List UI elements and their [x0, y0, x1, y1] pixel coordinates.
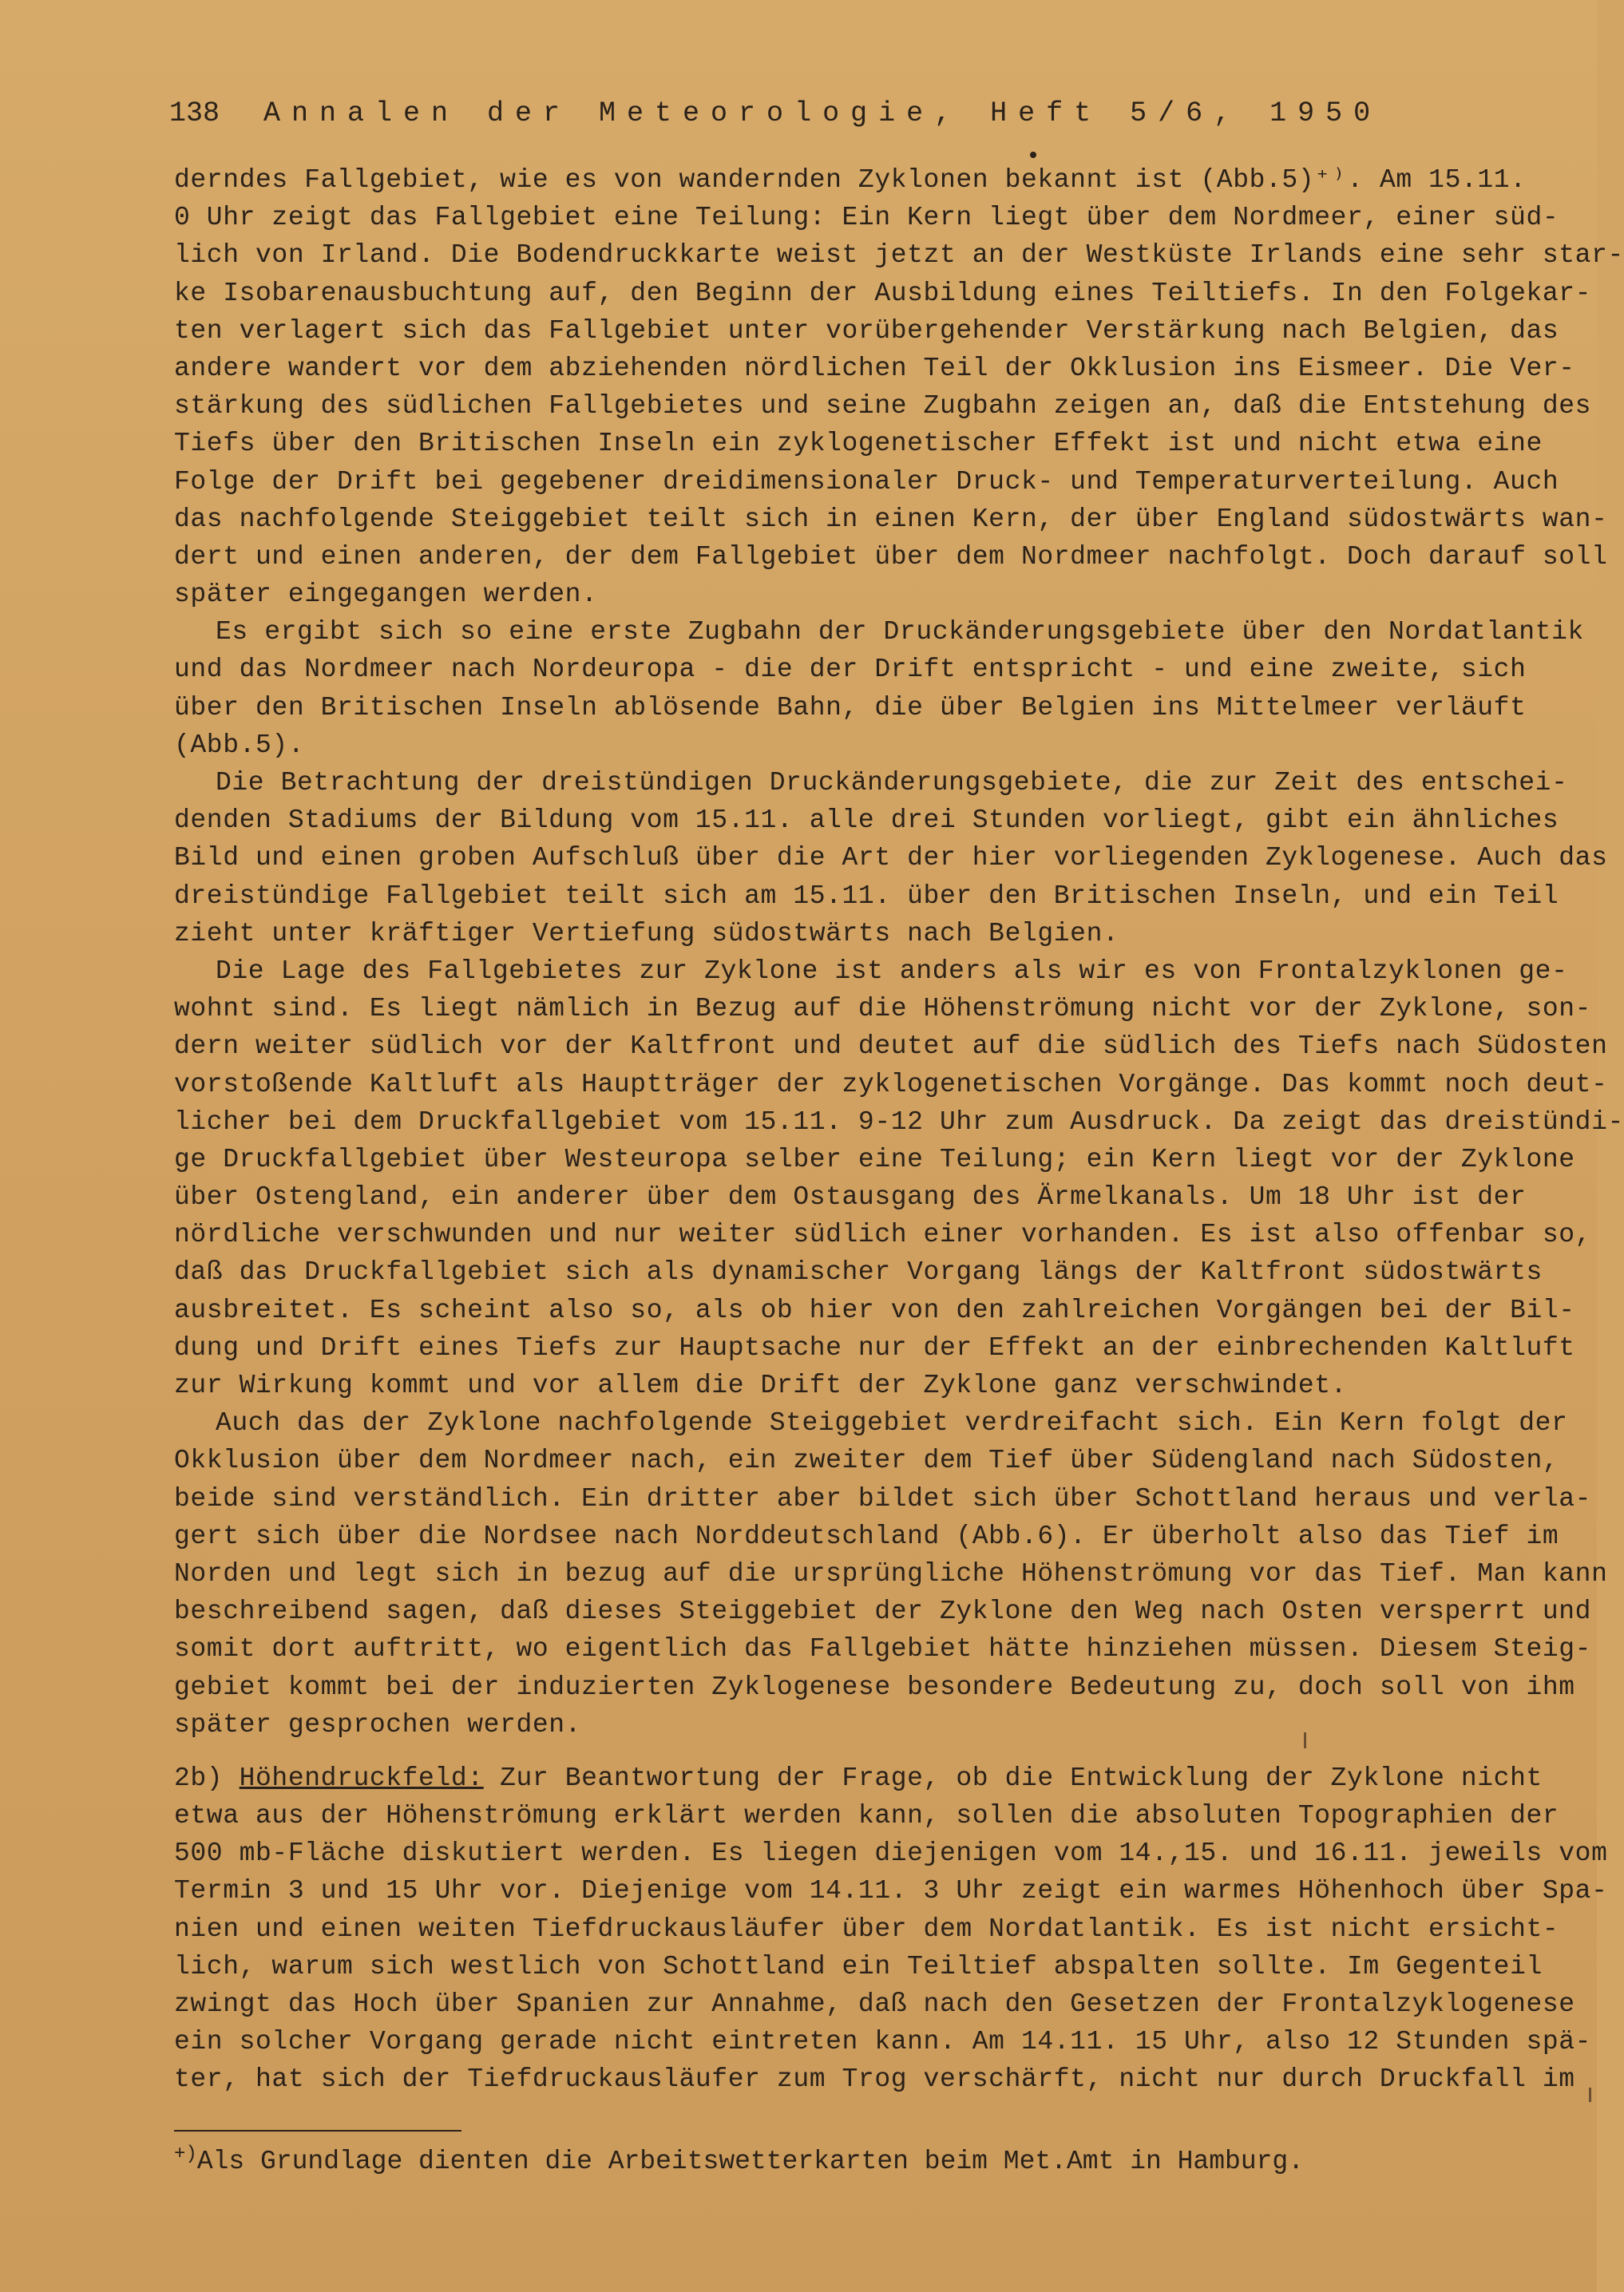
text-line: Okklusion über dem Nordmeer nach, ein zweiter dem Tief über Südengland nach Südosten,	[174, 1446, 1559, 1476]
text-line: nien und einen weiten Tiefdruckausläufer über dem Nordatlantik. Es ist nicht ersicht-	[174, 1914, 1559, 1944]
text-line: wohnt sind. Es liegt nämlich in Bezug auf die Höhenströmung nicht vor der Zyklone, son-	[174, 994, 1592, 1024]
section-gap	[174, 1744, 1475, 1760]
text-line: Es ergibt sich so eine erste Zugbahn der Druckänderungsgebiete über den Nordatlantik	[216, 617, 1584, 647]
text-line: Die Betrachtung der dreistündigen Druckänderungsgebiete, die zur Zeit des entschei-	[216, 768, 1568, 798]
text-line: Termin 3 und 15 Uhr vor. Diejenige vom 14.11. 3 Uhr zeigt ein warmes Höhenhoch über Spa-	[174, 1876, 1608, 1906]
text-line: Bild und einen groben Aufschluß über die Art der hier vorliegenden Zyklogenese. Auch das	[174, 843, 1608, 873]
text-line: andere wandert vor dem abziehenden nördlichen Teil der Okklusion ins Eismeer. Die Ver-	[174, 353, 1575, 383]
text-line: ten verlagert sich das Fallgebiet unter vorübergehender Verstärkung nach Belgien, das	[174, 315, 1559, 346]
text-line: über Ostengland, ein anderer über dem Ostausgang des Ärmelkanals. Um 18 Uhr ist der	[174, 1182, 1527, 1213]
page-header	[169, 97, 1527, 129]
text-line: Die Lage des Fallgebietes zur Zyklone ist anders als wir es von Frontalzyklonen ge-	[216, 956, 1568, 986]
text-line: lich, warum sich westlich von Schottland ein Teiltief abspalten sollte. Im Gegenteil	[174, 1951, 1543, 1981]
text-line: dreistündige Fallgebiet teilt sich am 15.11. über den Britischen Inseln, und ein Teil	[174, 881, 1559, 911]
footnote-text: Als Grundlage dienten die Arbeitswetterkarten beim Met.Amt in Hamburg.	[196, 2147, 1305, 2176]
ink-dot	[1030, 152, 1036, 158]
text-line: ge Druckfallgebiet über Westeuropa selber eine Teilung; ein Kern liegt vor der Zyklone	[174, 1144, 1575, 1174]
section-first-line	[174, 1760, 1543, 1797]
text-line: beide sind verständlich. Ein dritter aber bildet sich über Schottland heraus und verla-	[174, 1483, 1592, 1514]
footnote-rule	[174, 2130, 461, 2132]
text-line: ausbreitet. Es scheint also so, als ob hier von den zahlreichen Vorgängen bei der Bil-	[174, 1295, 1575, 1325]
margin-mark	[1589, 2088, 1591, 2102]
body-text	[174, 161, 1624, 2099]
text-line: somit dort auftritt, wo eigentlich das Fallgebiet hätte hinziehen müssen. Diesem Steig-	[174, 1634, 1592, 1665]
text-line: stärkung des südlichen Fallgebietes und seine Zugbahn zeigen an, daß die Entstehung des	[174, 391, 1592, 422]
text-line: Auch das der Zyklone nachfolgende Steiggebiet verdreifacht sich. Ein Kern folgt der	[216, 1408, 1568, 1439]
text-line: später gesprochen werden.	[174, 1709, 582, 1740]
text-line: später eingegangen werden.	[174, 580, 598, 610]
text-line: lich von Irland. Die Bodendruckkarte weist jetzt an der Westküste Irlands eine sehr star-	[174, 240, 1624, 271]
text-line: zwingt das Hoch über Spanien zur Annahme, daß nach den Gesetzen der Frontalzyklogenese	[174, 1989, 1575, 2019]
text-line: gebiet kommt bei der induzierten Zyklogenese besondere Bedeutung zu, doch soll von ihm	[174, 1672, 1575, 1702]
page-number: 138	[169, 97, 220, 129]
text-line: Tiefs über den Britischen Inseln ein zyklogenetischer Effekt ist und nicht etwa eine	[174, 429, 1543, 459]
text-line: zur Wirkung kommt und vor allem die Drift der Zyklone ganz verschwindet.	[174, 1371, 1348, 1400]
text-line: nördliche verschwunden und nur weiter südlich einer vorhanden. Es ist also offenbar so,	[174, 1220, 1592, 1250]
text-line: dung und Drift eines Tiefs zur Hauptsache nur der Effekt an der einbrechenden Kaltluft	[174, 1332, 1575, 1363]
text-line: und das Nordmeer nach Nordeuropa - die der Drift entspricht - und eine zweite, sich	[174, 655, 1527, 685]
journal-title: Annalen der Meteorologie, Heft 5/6, 1950	[263, 97, 1382, 129]
text-line: beschreibend sagen, daß dieses Steiggebiet der Zyklone den Weg nach Osten versperrt und	[174, 1597, 1592, 1627]
text-line: 0 Uhr zeigt das Fallgebiet eine Teilung: Ein Kern liegt über dem Nordmeer, einer süd-	[174, 203, 1559, 233]
text-line: über den Britischen Inseln ablösende Bahn, die über Belgien ins Mittelmeer verläuft	[174, 692, 1527, 722]
text-line: vorstoßende Kaltluft als Hauptträger der zyklogenetischen Vorgänge. Das kommt noch deut-	[174, 1069, 1608, 1099]
text-line: etwa aus der Höhenströmung erklärt werden kann, sollen die absoluten Topographien der	[174, 1801, 1559, 1831]
section-heading: Höhendruckfeld:	[239, 1763, 484, 1793]
text-line: (Abb.5).	[174, 730, 305, 760]
text-line: das nachfolgende Steiggebiet teilt sich in einen Kern, der über England südostwärts wan-	[174, 504, 1608, 534]
text-line: Norden und legt sich in bezug auf die ursprüngliche Höhenströmung vor das Tief. Man kann	[174, 1558, 1608, 1589]
text-line: denden Stadiums der Bildung vom 15.11. alle drei Stunden vorliegt, gibt ein ähnliches	[174, 806, 1559, 836]
text-line: dern weiter südlich vor der Kaltfront und deutet auf die südlich des Tiefs nach Südosten	[174, 1031, 1608, 1062]
text-line: ein solcher Vorgang gerade nicht eintreten kann. Am 14.11. 15 Uhr, also 12 Stunden spä-	[174, 2027, 1592, 2057]
text-line: daß das Druckfallgebiet sich als dynamischer Vorgang längs der Kaltfront südostwärts	[174, 1257, 1543, 1288]
text-line: 500 mb-Fläche diskutiert werden. Es liegen diejenigen vom 14.,15. und 16.11. jeweils vom	[174, 1839, 1608, 1869]
text-line: gert sich über die Nordsee nach Norddeutschland (Abb.6). Er überholt also das Tief im	[174, 1521, 1559, 1551]
text-line: Folge der Drift bei gegebener dreidimensionaler Druck- und Temperaturverteilung. Auch	[174, 466, 1559, 497]
text-line: ter, hat sich der Tiefdruckausläufer zum Trog verschärft, nicht nur durch Druckfall im	[174, 2064, 1575, 2095]
text-line: dert und einen anderen, der dem Fallgebiet über dem Nordmeer nachfolgt. Doch darauf soll	[174, 541, 1608, 572]
text-line: ke Isobarenausbuchtung auf, den Beginn der Ausbildung eines Teiltiefs. In den Folgekar-	[174, 278, 1592, 308]
section-label: 2b)	[174, 1763, 224, 1793]
footnote	[174, 2136, 1452, 2180]
text-line: zieht unter kräftiger Vertiefung südostwärts nach Belgien.	[174, 918, 1119, 948]
text-line: licher bei dem Druckfallgebiet vom 15.11. 9-12 Uhr zum Ausdruck. Da zeigt das dreistündi-	[174, 1106, 1624, 1137]
footnote-marker: +)	[174, 2144, 197, 2165]
section-text: Zur Beantwortung der Frage, ob die Entwicklung der Zyklone nicht	[483, 1763, 1543, 1793]
text-line: derndes Fallgebiet, wie es von wandernden Zyklonen bekannt ist (Abb.5)⁺⁾. Am 15.11.	[174, 165, 1527, 195]
